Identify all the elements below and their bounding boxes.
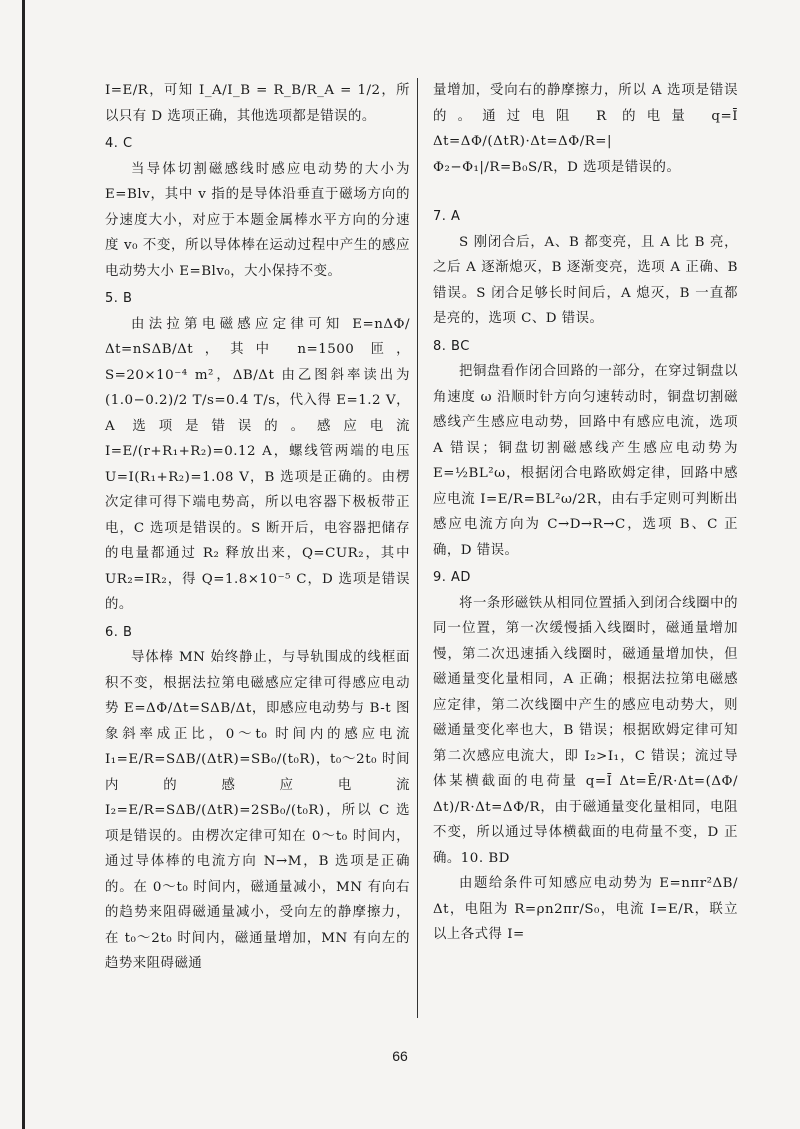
answer-8-heading: 8. BC xyxy=(433,338,470,354)
right-column xyxy=(433,78,738,948)
answer-10-explanation: 由题给条件可知感应电动势为 E=nπr²ΔB/Δt，电阻为 R=ρn2πr/S₀，电流 I=E/R，联立以上各式得 I= xyxy=(433,876,738,942)
answer-4-explanation: 当导体切割磁感线时感应电动势的大小为 E=Blv，其中 v 指的是导体沿垂直于磁场方向的分速度大小，对应于本题金属棒水平方向的分速度 v₀ 不变，所以导体棒在运动过程中产生的感应电动势大小 E=Blv₀，大小保持不变。 xyxy=(105,161,410,279)
answer-4-heading: 4. C xyxy=(105,136,133,151)
answer-8-explanation: 把铜盘看作闭合回路的一部分，在穿过铜盘以角速度 ω 沿顺时针方向匀速转动时，铜盘切割磁感线产生感应电动势，回路中有感应电流，选项 A 错误；铜盘切割磁感线产生感应电动势为 E=½BL²ω，根据闭合电路欧姆定律，回路中感应电流 I=E/R=BL²ω/2R，由右手定则可判断出感应电流方向为 C→D→R→C，选项 B、C 正确，D 错误。 xyxy=(433,364,738,558)
answer-5-heading: 5. B xyxy=(105,291,133,306)
answer-6-explanation-cont: 量增加，受向右的静摩擦力，所以 A 选项是错误的。通过电阻 R 的电量 q=Ī Δt=ΔΦ/(ΔtR)·Δt=ΔΦ/R=|Φ₂−Φ₁|/R=B₀S/R，D 选项是错误的。 xyxy=(433,83,738,175)
answer-9-explanation: 将一条形磁铁从相同位置插入到闭合线圈中的同一位置，第一次缓慢插入线圈时，磁通量增加慢，第二次迅速插入线圈时，磁通量增加快，但磁通量变化量相同，A 正确；根据法拉第电磁感应定律，第二次线圈中产生的感应电动势大，则磁通量变化率也大，B 错误；根据欧姆定律可知第二次感应电流大，即 I₂>I₁，C 错误；流过导体某横截面的电荷量 q=Ī Δt=Ē/R·Δt=(ΔΦ/Δt)/R·Δt=ΔΦ/R，由于磁通量变化量相同，电阻不变，所以通过导体横截面的电荷量不变，D 正确。10. BD xyxy=(433,595,738,866)
column-divider xyxy=(417,78,418,1018)
answer-7-explanation: S 刚闭合后，A、B 都变亮，且 A 比 B 亮，之后 A 逐渐熄灭，B 逐渐变亮，选项 A 正确、B 错误。S 闭合足够长时间后，A 熄灭，B 一直都是亮的，选项 C、D 错误。 xyxy=(433,234,738,326)
paragraph-3-tail: I=E/R，可知 I_A/I_B = R_B/R_A = 1/2，所以只有 D 选项正确，其他选项都是错误的。 xyxy=(105,83,410,124)
answer-5-explanation: 由法拉第电磁感应定律可知 E=nΔΦ/Δt=nSΔB/Δt，其中 n=1500 匝，S=20×10⁻⁴ m²，ΔB/Δt 由乙图斜率读出为 (1.0−0.2)/2 T/s=0.4 T/s，代入得 E=1.2 V，A 选项是错误的。感应电流 I=E/(r+R₁+R₂)=0.12 A，螺线管两端的电压 U=I(R₁+R₂)=1.08 V，B 选项是正确的。由楞次定律可得下端电势高，所以电容器下极板带正电，C 选项是错误的。S 断开后，电容器把储存的电量都通过 R₂ 释放出来，Q=CUR₂，其中 UR₂=IR₂，得 Q=1.8×10⁻⁵ C，D 选项是错误的。 xyxy=(105,316,410,612)
answer-6-explanation: 导体棒 MN 始终静止，与导轨围成的线框面积不变，根据法拉第电磁感应定律可得感应电动势 E=ΔΦ/Δt=SΔB/Δt，即感应电动势与 B-t 图象斜率成正比，0～t₀ 时间内的感应电流 I₁=E/R=SΔB/(ΔtR)=SB₀/(t₀R)，t₀～2t₀ 时间内的感应电流 I₂=E/R=SΔB/(ΔtR)=2SB₀/(t₀R)，所以 C 选项是错误的。由楞次定律可知在 0～t₀ 时间内，通过导体棒的电流方向 N→M，B 选项是正确的。在 0～t₀ 时间内，磁通量减小，MN 有向右的趋势来阻碍磁通量减小，受向左的静摩擦力，在 t₀～2t₀ 时间内，磁通量增加，MN 有向左的趋势来阻碍磁通 xyxy=(105,650,410,971)
answer-6-heading: 6. B xyxy=(105,624,133,640)
answer-9-heading: 9. AD xyxy=(433,570,471,585)
binding-edge xyxy=(22,0,25,1129)
left-column xyxy=(105,78,410,977)
page-number: 66 xyxy=(392,1048,408,1064)
answer-7-heading: 7. A xyxy=(433,209,461,224)
